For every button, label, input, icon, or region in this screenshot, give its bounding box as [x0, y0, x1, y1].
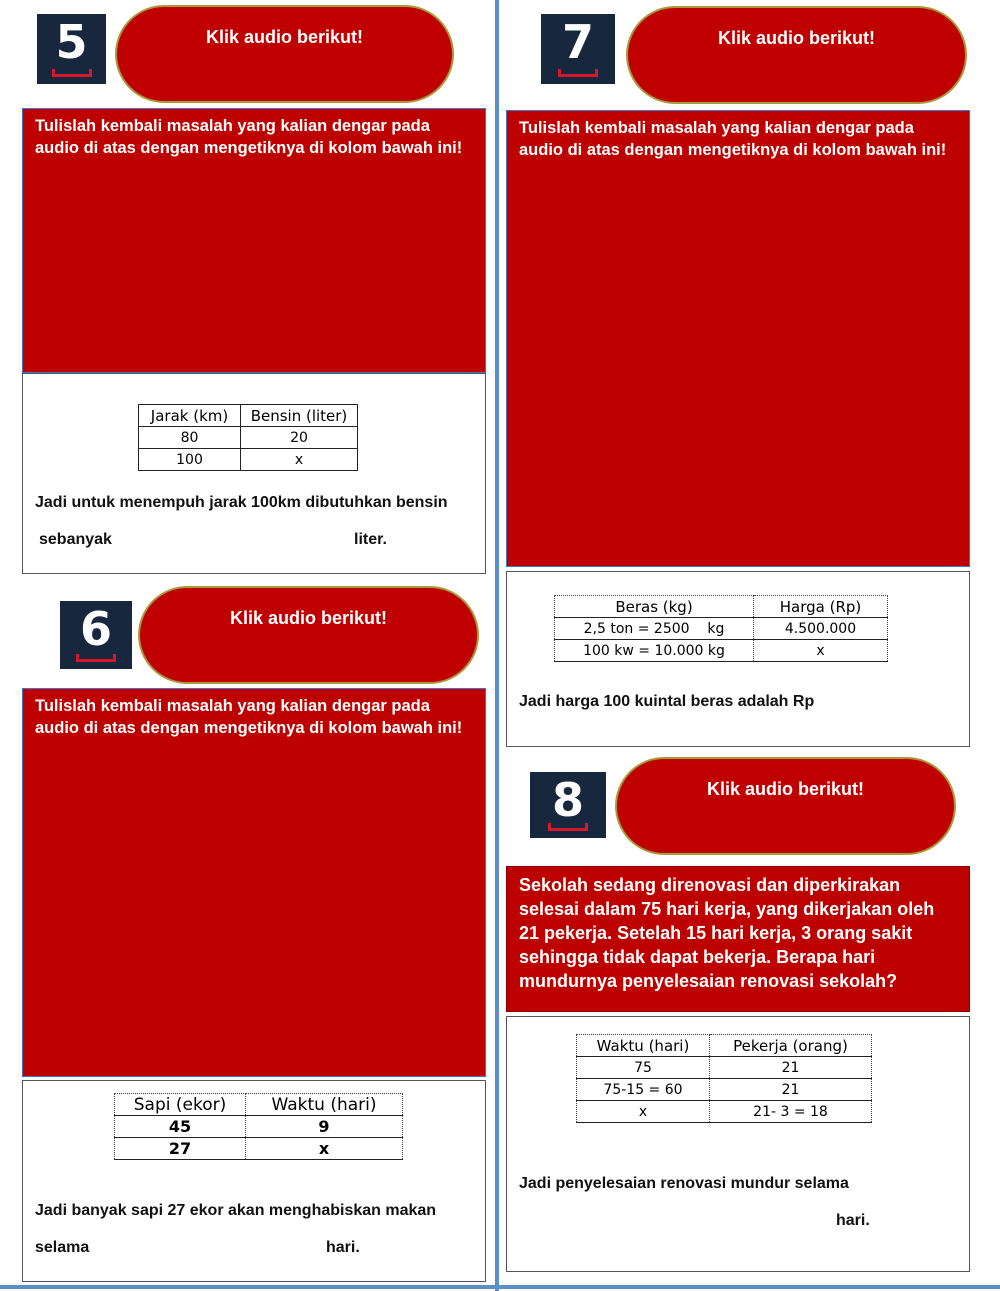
table-header-cell: Pekerja (orang) [710, 1035, 872, 1057]
table-row [139, 427, 358, 449]
table-cell: 9 [246, 1116, 403, 1138]
badge-underline-icon [52, 69, 92, 77]
table-cell: x [577, 1101, 710, 1123]
question-7-badge [541, 14, 615, 84]
answer-text-6: Jadi banyak sapi 27 ekor akan menghabiskan makan [35, 1202, 437, 1219]
column-divider [495, 0, 499, 1291]
audio-button-label: Klik audio berikut! [717, 28, 876, 48]
question-number: 5 [55, 15, 88, 69]
instruction-text: Tulislah kembali masalah yang kalian dengar pada audio di atas dengan mengetiknya di kolom bawah ini! [35, 697, 463, 737]
table-cell: 80 [139, 427, 241, 449]
badge-underline-icon [548, 823, 588, 831]
table-row [555, 640, 888, 662]
table-cell: x [246, 1138, 403, 1160]
table-cell: 21 [710, 1079, 872, 1101]
problem-text-8 [506, 866, 970, 1012]
answer-text-7: Jadi harga 100 kuintal beras adalah Rp [519, 693, 815, 710]
badge-underline-icon [558, 69, 598, 77]
audio-button-7[interactable] [626, 6, 967, 104]
table-cell: 45 [115, 1116, 246, 1138]
answer-prefix-6: selama [35, 1239, 90, 1256]
answer-suffix-8: hari. [836, 1212, 870, 1229]
question-number: 8 [551, 773, 584, 827]
data-table-5 [138, 404, 358, 471]
data-table-7 [554, 595, 888, 662]
answer-input-6[interactable] [103, 1234, 318, 1260]
audio-button-5[interactable] [115, 5, 454, 103]
table-cell: 100 [139, 449, 241, 471]
answer-text-5: Jadi untuk menempuh jarak 100km dibutuhkan bensin [35, 494, 448, 511]
question-number: 7 [561, 15, 594, 69]
table-cell: 75-15 = 60 [577, 1079, 710, 1101]
table-row [577, 1057, 872, 1079]
table-cell: x [754, 640, 888, 662]
question-8-badge [530, 772, 606, 838]
question-5-badge [37, 14, 106, 84]
answer-input-7[interactable] [819, 688, 959, 714]
question-8-panel [506, 1016, 970, 1272]
answer-input-5[interactable] [133, 526, 343, 552]
table-cell: 21 [710, 1057, 872, 1079]
table-cell: x [241, 449, 358, 471]
data-table-8 [576, 1034, 872, 1123]
table-header-cell: Jarak (km) [139, 405, 241, 427]
table-cell: 27 [115, 1138, 246, 1160]
table-header-cell: Beras (kg) [555, 596, 754, 618]
answer-text-8: Jadi penyelesaian renovasi mundur selama [519, 1175, 849, 1192]
instruction-text: Tulislah kembali masalah yang kalian dengar pada audio di atas dengan mengetiknya di kolom bawah ini! [519, 119, 947, 159]
audio-button-6[interactable] [138, 586, 479, 684]
table-header-row [555, 596, 888, 618]
question-6-panel [22, 1080, 486, 1282]
table-header-row [577, 1035, 872, 1057]
table-row [115, 1116, 403, 1138]
table-cell: 4.500.000 [754, 618, 888, 640]
answer-textarea-7[interactable] [506, 110, 970, 567]
answer-prefix-5: sebanyak [39, 531, 112, 548]
answer-textarea-5[interactable] [22, 108, 486, 373]
table-header-cell: Waktu (hari) [577, 1035, 710, 1057]
table-row [139, 449, 358, 471]
audio-button-8[interactable] [615, 757, 956, 855]
table-row [555, 618, 888, 640]
question-number: 6 [79, 602, 112, 656]
table-cell: 75 [577, 1057, 710, 1079]
table-row [115, 1138, 403, 1160]
table-cell: 2,5 ton = 2500 kg [555, 618, 754, 640]
table-header-cell: Harga (Rp) [754, 596, 888, 618]
answer-suffix-5: liter. [354, 531, 387, 548]
badge-underline-icon [76, 654, 116, 662]
instruction-text: Tulislah kembali masalah yang kalian dengar pada audio di atas dengan mengetiknya di kolom bawah ini! [35, 117, 463, 157]
audio-button-label: Klik audio berikut! [205, 27, 364, 47]
answer-suffix-6: hari. [326, 1239, 360, 1256]
table-header-cell: Waktu (hari) [246, 1094, 403, 1116]
table-header-cell: Sapi (ekor) [115, 1094, 246, 1116]
audio-button-label: Klik audio berikut! [706, 779, 865, 799]
audio-button-label: Klik audio berikut! [229, 608, 388, 628]
table-cell: 21- 3 = 18 [710, 1101, 872, 1123]
table-cell: 100 kw = 10.000 kg [555, 640, 754, 662]
answer-textarea-6[interactable] [22, 688, 486, 1077]
table-row [577, 1101, 872, 1123]
bottom-divider [0, 1285, 1000, 1289]
table-header-cell: Bensin (liter) [241, 405, 358, 427]
answer-input-8[interactable] [607, 1206, 822, 1232]
table-cell: 20 [241, 427, 358, 449]
table-header-row [139, 405, 358, 427]
question-7-panel [506, 571, 970, 747]
table-row [577, 1079, 872, 1101]
question-5-panel [22, 373, 486, 574]
question-6-badge [60, 601, 132, 669]
table-header-row [115, 1094, 403, 1116]
data-table-6 [114, 1093, 403, 1160]
problem-statement: Sekolah sedang direnovasi dan diperkirakan selesai dalam 75 hari kerja, yang dikerjakan oleh 21 pekerja. Setelah 15 hari kerja, 3 orang sakit sehingga tidak dapat bekerja. Berapa hari mundurnya penyelesaian renovasi sekolah? [519, 875, 935, 991]
